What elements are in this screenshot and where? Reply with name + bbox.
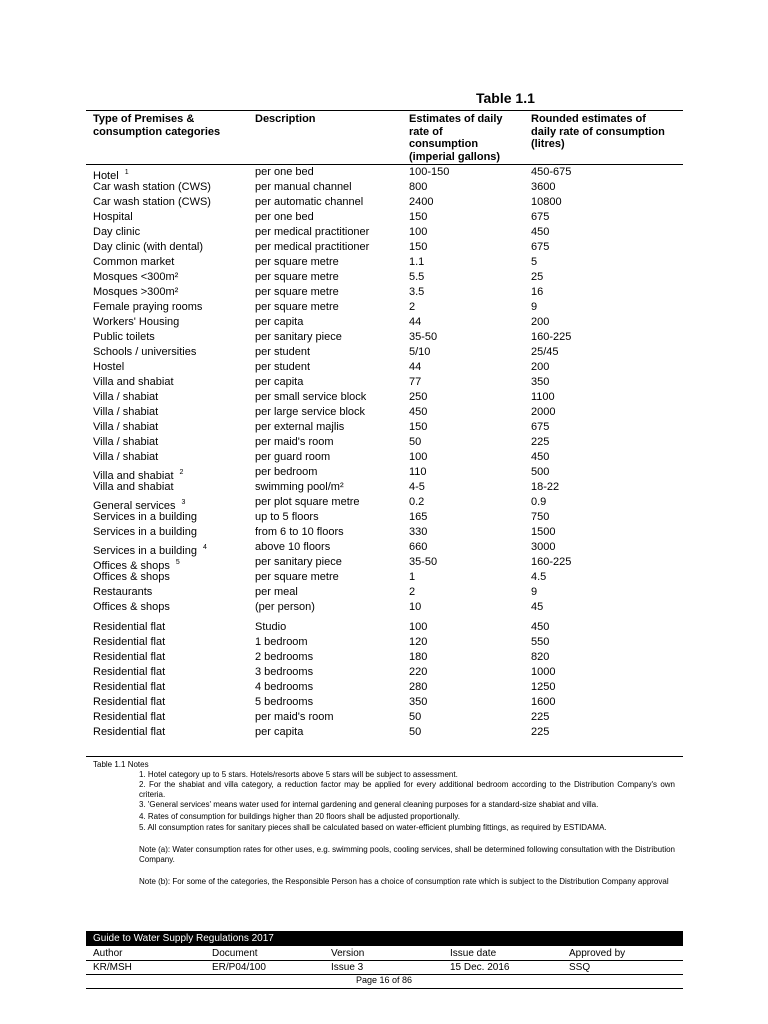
cell-type xyxy=(93,345,196,360)
cell-type-text: Villa / shabiat xyxy=(93,406,159,418)
table-top-rule xyxy=(86,110,683,111)
table-row xyxy=(0,465,768,480)
cell-type-text: Offices & shops xyxy=(93,601,170,613)
table-row xyxy=(0,695,768,710)
footer-mid-rule xyxy=(86,960,683,961)
cell-gallons: 100 xyxy=(409,621,428,633)
cell-litres: 4.5 xyxy=(531,571,547,583)
cell-gallons: 2 xyxy=(409,301,416,313)
table-row xyxy=(0,665,768,680)
cell-type xyxy=(93,330,155,345)
cell-type xyxy=(93,195,211,210)
cell-litres: 5 xyxy=(531,256,538,268)
cell-description: 4 bedrooms xyxy=(255,681,314,693)
footnote-marker: 4 xyxy=(202,544,207,551)
cell-type-text: Residential flat xyxy=(93,726,166,738)
cell-litres: 25/45 xyxy=(531,346,559,358)
cell-type-text: Villa and shabiat xyxy=(93,481,174,493)
cell-type xyxy=(93,420,158,435)
cell-description: per guard room xyxy=(255,451,331,463)
table-row xyxy=(0,315,768,330)
cell-type xyxy=(93,240,203,255)
cell-type-text: Villa and shabiat xyxy=(93,470,174,482)
cell-gallons: 150 xyxy=(409,211,428,223)
page-number: Page 16 of 86 xyxy=(355,975,413,985)
cell-type-text: Day clinic xyxy=(93,226,141,238)
cell-gallons: 350 xyxy=(409,696,428,708)
table-row xyxy=(0,635,768,650)
cell-litres: 450-675 xyxy=(531,166,572,178)
table-row xyxy=(0,225,768,240)
table-row xyxy=(0,650,768,665)
cell-gallons: 0.2 xyxy=(409,496,425,508)
cell-type xyxy=(93,390,158,405)
cell-litres: 18-22 xyxy=(531,481,560,493)
cell-type xyxy=(93,480,174,495)
cell-type xyxy=(93,315,179,330)
cell-description: per medical practitioner xyxy=(255,226,370,238)
note-item: 2. For the shabiat and villa category, a reduction factor may be applied for every additional bedroom according to the Distribution Company's own criteria. xyxy=(139,780,675,799)
cell-gallons: 50 xyxy=(409,711,422,723)
cell-type xyxy=(93,665,165,680)
cell-description: per square metre xyxy=(255,256,339,268)
table-title: Table 1.1 xyxy=(476,90,535,106)
cell-description: per manual channel xyxy=(255,181,352,193)
cell-description: 5 bedrooms xyxy=(255,696,314,708)
note-item: 5. All consumption rates for sanitary pieces shall be calculated based on water-efficient plumbing fittings, as required by ESTIDAMA. xyxy=(139,823,607,832)
cell-description: per square metre xyxy=(255,301,339,313)
cell-type-text: Workers' Housing xyxy=(93,316,180,328)
cell-litres: 225 xyxy=(531,436,550,448)
cell-type xyxy=(93,285,178,300)
cell-description: from 6 to 10 floors xyxy=(255,526,344,538)
cell-gallons: 100 xyxy=(409,226,428,238)
cell-litres: 750 xyxy=(531,511,550,523)
cell-type xyxy=(93,255,174,270)
cell-gallons: 77 xyxy=(409,376,422,388)
cell-type xyxy=(93,570,170,585)
cell-gallons: 50 xyxy=(409,436,422,448)
cell-gallons: 4-5 xyxy=(409,481,425,493)
cell-description: 3 bedrooms xyxy=(255,666,314,678)
cell-type-text: Villa / shabiat xyxy=(93,391,159,403)
table-row xyxy=(0,600,768,615)
cell-litres: 450 xyxy=(531,451,550,463)
cell-type-text: Offices & shops xyxy=(93,571,170,583)
table-row xyxy=(0,420,768,435)
cell-description: per maid's room xyxy=(255,711,334,723)
footer-title-bar xyxy=(86,931,683,946)
cell-gallons: 100 xyxy=(409,451,428,463)
cell-litres: 16 xyxy=(531,286,544,298)
cell-type-text: Villa and shabiat xyxy=(93,376,174,388)
cell-type xyxy=(93,405,158,420)
table-row xyxy=(0,360,768,375)
cell-type-text: Mosques <300m² xyxy=(93,271,179,283)
table-bottom-rule xyxy=(86,756,683,757)
cell-description: per bedroom xyxy=(255,466,318,478)
cell-type-text: Villa / shabiat xyxy=(93,451,159,463)
cell-description: per meal xyxy=(255,586,298,598)
cell-litres: 550 xyxy=(531,636,550,648)
cell-description: 1 bedroom xyxy=(255,636,308,648)
cell-description: per large service block xyxy=(255,406,366,418)
notes-title: Table 1.1 Notes xyxy=(93,760,149,769)
table-row xyxy=(0,240,768,255)
table-row xyxy=(0,210,768,225)
cell-description: per square metre xyxy=(255,271,339,283)
cell-description: per one bed xyxy=(255,166,314,178)
cell-litres: 200 xyxy=(531,361,550,373)
footer-label-approved-by: Approved by xyxy=(569,948,626,959)
cell-type xyxy=(93,710,165,725)
table-row xyxy=(0,525,768,540)
cell-type-text: Hostel xyxy=(93,361,125,373)
cell-description: per medical practitioner xyxy=(255,241,370,253)
cell-litres: 225 xyxy=(531,726,550,738)
cell-gallons: 180 xyxy=(409,651,428,663)
cell-type-text: General services xyxy=(93,500,176,512)
cell-description: per square metre xyxy=(255,286,339,298)
cell-litres: 1500 xyxy=(531,526,556,538)
cell-description: per capita xyxy=(255,376,304,388)
cell-type-text: Car wash station (CWS) xyxy=(93,181,211,193)
cell-gallons: 44 xyxy=(409,316,422,328)
cell-description: 2 bedrooms xyxy=(255,651,314,663)
cell-description: per student xyxy=(255,346,311,358)
cell-litres: 1100 xyxy=(531,391,555,403)
cell-type-text: Public toilets xyxy=(93,331,155,343)
cell-type-text: Car wash station (CWS) xyxy=(93,196,211,208)
cell-litres: 45 xyxy=(531,601,544,613)
cell-litres: 1600 xyxy=(531,696,556,708)
table-row xyxy=(0,620,768,635)
cell-litres: 160-225 xyxy=(531,556,572,568)
cell-type xyxy=(93,450,158,465)
footnote-marker: 2 xyxy=(179,469,184,476)
cell-litres: 675 xyxy=(531,241,550,253)
cell-type xyxy=(93,620,165,635)
cell-type-text: Offices & shops xyxy=(93,560,170,572)
cell-description: swimming pool/m² xyxy=(255,481,344,493)
cell-litres: 3600 xyxy=(531,181,556,193)
cell-gallons: 44 xyxy=(409,361,422,373)
note-item: 1. Hotel category up to 5 stars. Hotels/resorts above 5 stars will be subject to assessment. xyxy=(139,770,458,779)
cell-litres: 10800 xyxy=(531,196,562,208)
cell-description: per small service block xyxy=(255,391,367,403)
cell-litres: 25 xyxy=(531,271,544,283)
table-row xyxy=(0,375,768,390)
cell-litres: 1000 xyxy=(531,666,556,678)
cell-type-text: Residential flat xyxy=(93,621,166,633)
cell-gallons: 1 xyxy=(409,571,416,583)
cell-litres: 450 xyxy=(531,226,550,238)
table-row xyxy=(0,255,768,270)
cell-gallons: 660 xyxy=(409,541,428,553)
table-row xyxy=(0,435,768,450)
cell-type xyxy=(93,585,152,600)
cell-litres: 200 xyxy=(531,316,550,328)
cell-type xyxy=(93,695,165,710)
table-row xyxy=(0,390,768,405)
cell-description: per capita xyxy=(255,726,304,738)
cell-litres: 9 xyxy=(531,586,538,598)
cell-gallons: 3.5 xyxy=(409,286,425,298)
cell-type-text: Residential flat xyxy=(93,636,166,648)
cell-litres: 9 xyxy=(531,301,538,313)
table-row xyxy=(0,345,768,360)
cell-type xyxy=(93,635,165,650)
footer-value-approved-by: SSQ xyxy=(569,962,591,973)
cell-type xyxy=(93,225,140,240)
cell-gallons: 165 xyxy=(409,511,428,523)
cell-gallons: 10 xyxy=(409,601,422,613)
footer-label-issue-date: Issue date xyxy=(450,948,497,959)
cell-type xyxy=(93,360,124,375)
cell-gallons: 5/10 xyxy=(409,346,431,358)
footer-value-author: KR/MSH xyxy=(93,962,132,973)
cell-type-text: Schools / universities xyxy=(93,346,197,358)
cell-gallons: 150 xyxy=(409,421,428,433)
cell-type xyxy=(93,600,170,615)
note-item: 3. 'General services' means water used for internal gardening and general cleaning purposes for a standard-size shabiat and villa. xyxy=(139,800,599,809)
table-row xyxy=(0,405,768,420)
table-row xyxy=(0,195,768,210)
footnote-marker: 3 xyxy=(181,499,186,506)
table-row xyxy=(0,540,768,555)
table-row xyxy=(0,570,768,585)
table-row xyxy=(0,725,768,740)
cell-type-text: Female praying rooms xyxy=(93,301,203,313)
cell-description: up to 5 floors xyxy=(255,511,319,523)
table-row xyxy=(0,330,768,345)
footer-label-author: Author xyxy=(93,948,123,959)
cell-litres: 2000 xyxy=(531,406,556,418)
cell-type-text: Services in a building xyxy=(93,511,197,523)
cell-description: per one bed xyxy=(255,211,314,223)
cell-gallons: 150 xyxy=(409,241,428,253)
footer-value-issue-date: 15 Dec. 2016 xyxy=(450,962,510,973)
cell-description: Studio xyxy=(255,621,287,633)
cell-type-text: Villa / shabiat xyxy=(93,436,159,448)
table-row xyxy=(0,165,768,180)
cell-gallons: 2400 xyxy=(409,196,434,208)
footnote-marker: 5 xyxy=(175,559,180,566)
footer-label-document: Document xyxy=(212,948,258,959)
cell-type-text: Day clinic (with dental) xyxy=(93,241,204,253)
header-rounded: Rounded estimates of daily rate of consumption (litres) xyxy=(531,113,665,150)
cell-type-text: Residential flat xyxy=(93,696,166,708)
table-row xyxy=(0,510,768,525)
cell-litres: 1250 xyxy=(531,681,556,693)
cell-gallons: 50 xyxy=(409,726,422,738)
cell-gallons: 450 xyxy=(409,406,428,418)
cell-litres: 675 xyxy=(531,421,550,433)
cell-gallons: 100-150 xyxy=(409,166,450,178)
cell-type xyxy=(93,375,174,390)
cell-gallons: 2 xyxy=(409,586,416,598)
cell-type-text: Residential flat xyxy=(93,681,166,693)
cell-type xyxy=(93,510,197,525)
table-row xyxy=(0,680,768,695)
cell-litres: 3000 xyxy=(531,541,556,553)
cell-type-text: Residential flat xyxy=(93,666,166,678)
cell-type xyxy=(93,210,133,225)
footer-title: Guide to Water Supply Regulations 2017 xyxy=(93,933,274,944)
cell-gallons: 800 xyxy=(409,181,428,193)
cell-type-text: Hotel xyxy=(93,170,119,182)
cell-gallons: 330 xyxy=(409,526,428,538)
cell-gallons: 120 xyxy=(409,636,428,648)
note-b: Note (b): For some of the categories, the Responsible Person has a choice of consumption rate which is subject to the Distribution Company approval xyxy=(139,877,669,886)
footer-value-document: ER/P04/100 xyxy=(212,962,266,973)
cell-type xyxy=(93,650,165,665)
footer-label-version: Version xyxy=(331,948,365,959)
cell-gallons: 35-50 xyxy=(409,331,438,343)
footer-value-version: Issue 3 xyxy=(331,962,364,973)
table-row xyxy=(0,495,768,510)
cell-gallons: 5.5 xyxy=(409,271,425,283)
cell-type xyxy=(93,725,165,740)
table-row xyxy=(0,270,768,285)
cell-gallons: 280 xyxy=(409,681,428,693)
cell-description: per plot square metre xyxy=(255,496,360,508)
cell-litres: 500 xyxy=(531,466,550,478)
cell-litres: 350 xyxy=(531,376,550,388)
table-row xyxy=(0,555,768,570)
cell-litres: 160-225 xyxy=(531,331,572,343)
cell-type xyxy=(93,525,197,540)
cell-type-text: Villa / shabiat xyxy=(93,421,159,433)
cell-type xyxy=(93,180,211,195)
cell-litres: 450 xyxy=(531,621,550,633)
cell-type-text: Services in a building xyxy=(93,545,197,557)
cell-litres: 820 xyxy=(531,651,550,663)
header-estimates: Estimates of daily rate of consumption (imperial gallons) xyxy=(409,113,503,163)
note-item: 4. Rates of consumption for buildings higher than 20 floors shall be adjusted proportionally. xyxy=(139,812,460,821)
footer-bottom-rule xyxy=(86,988,683,989)
cell-description: per sanitary piece xyxy=(255,556,342,568)
table-row xyxy=(0,480,768,495)
cell-litres: 675 xyxy=(531,211,550,223)
cell-type xyxy=(93,680,165,695)
cell-description: (per person) xyxy=(255,601,315,613)
cell-gallons: 35-50 xyxy=(409,556,438,568)
cell-type-text: Restaurants xyxy=(93,586,153,598)
cell-description: above 10 floors xyxy=(255,541,331,553)
header-description: Description xyxy=(255,113,316,125)
header-type: Type of Premises & consumption categories xyxy=(93,113,221,138)
cell-type-text: Services in a building xyxy=(93,526,197,538)
cell-type-text: Hospital xyxy=(93,211,133,223)
table-row xyxy=(0,450,768,465)
cell-type-text: Common market xyxy=(93,256,175,268)
cell-litres: 0.9 xyxy=(531,496,547,508)
table-row xyxy=(0,180,768,195)
cell-type xyxy=(93,435,158,450)
cell-description: per student xyxy=(255,361,311,373)
table-row xyxy=(0,585,768,600)
cell-gallons: 250 xyxy=(409,391,428,403)
cell-type-text: Residential flat xyxy=(93,651,166,663)
cell-gallons: 1.1 xyxy=(409,256,425,268)
table-row xyxy=(0,300,768,315)
cell-description: per capita xyxy=(255,316,304,328)
table-row xyxy=(0,710,768,725)
cell-type xyxy=(93,300,202,315)
note-a: Note (a): Water consumption rates for other uses, e.g. swimming pools, cooling services, shall be determined following consultation with the Distribution Company. xyxy=(139,845,675,864)
table-row xyxy=(0,285,768,300)
cell-type-text: Residential flat xyxy=(93,711,166,723)
cell-type xyxy=(93,270,178,285)
cell-description: per external majlis xyxy=(255,421,345,433)
cell-description: per sanitary piece xyxy=(255,331,342,343)
cell-type-text: Mosques >300m² xyxy=(93,286,179,298)
cell-description: per square metre xyxy=(255,571,339,583)
cell-description: per automatic channel xyxy=(255,196,364,208)
cell-gallons: 220 xyxy=(409,666,428,678)
cell-gallons: 110 xyxy=(409,466,427,478)
cell-litres: 225 xyxy=(531,711,550,723)
cell-description: per maid's room xyxy=(255,436,334,448)
footnote-marker: 1 xyxy=(124,169,129,176)
